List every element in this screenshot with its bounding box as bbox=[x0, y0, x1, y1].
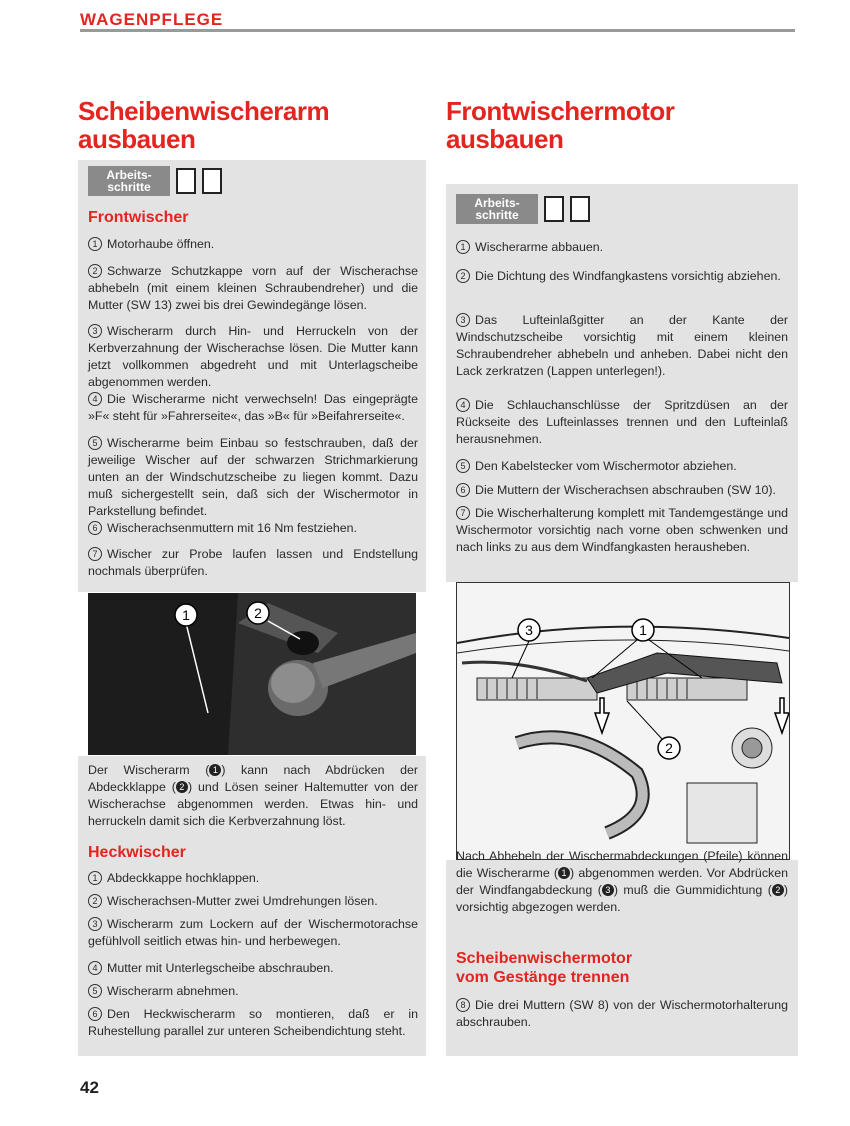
left-badge bbox=[88, 166, 222, 196]
motor-step-6: 6 Die Muttern der Wischerachsen abschrauben (SW 10). bbox=[456, 482, 788, 499]
drawing-label-3: 3 bbox=[525, 622, 533, 638]
drawing-caption: Nach Abhebeln der Wischermabdeckungen (Pfeile) können die Wischerarme ( 1 ) abgenommen werden. Vor Abdrücken der Windfangabdeckung ( 3 ) muß die Gummidichtung ( 2 ) vorsichtig abgezogen werden. bbox=[456, 849, 788, 914]
page-number: 42 bbox=[80, 1078, 99, 1097]
motor-step-3: 3 Das Lufteinlaßgitter an der Kante der Windschutzscheibe vorsichtig mit einem kleinen Schraubendreher abhebeln und anheben. Dabei nicht den Lack zerkratzen (Lappen unterlegen!). bbox=[456, 313, 788, 378]
rear-step-1: 1 Abdeckkappe hochklappen. bbox=[88, 870, 418, 887]
wiper-arm-photo bbox=[88, 593, 416, 755]
left-sub-front: Frontwischer bbox=[88, 209, 189, 226]
step-number: 6 bbox=[88, 1007, 102, 1021]
right-sub-line2: vom Gestänge trennen bbox=[456, 969, 630, 986]
drawing-label-2: 2 bbox=[665, 740, 673, 756]
step-number: 7 bbox=[456, 506, 470, 520]
header-rule bbox=[80, 29, 795, 32]
step-number: 8 bbox=[456, 998, 470, 1012]
step-number: 4 bbox=[88, 392, 102, 406]
front-step-5: 5 Wischerarme beim Einbau so festschrauben, daß der jeweilige Wischer auf der schwarzen Strichmarkierung unten an der Windschutzscheibe zu liegen kommt. Dazu muß sichergestellt sein, daß sich der Wischermotor in Parkstellung befindet. bbox=[88, 436, 418, 518]
left-title-line2: ausbauen bbox=[78, 124, 196, 154]
rear-step-5: 5 Wischerarm abnehmen. bbox=[88, 983, 418, 1000]
wrench-icon bbox=[544, 196, 564, 222]
motor-step-5: 5 Den Kabelstecker vom Wischermotor abziehen. bbox=[456, 458, 788, 475]
step-number: 1 bbox=[88, 871, 102, 885]
caption-badge-3: 3 bbox=[602, 884, 614, 896]
step-number: 3 bbox=[88, 324, 102, 338]
left-title-line1: Scheibenwischerarm bbox=[78, 96, 330, 126]
section-header: WAGENPFLEGE bbox=[80, 10, 224, 29]
right-title bbox=[446, 97, 674, 153]
right-title-line2: ausbauen bbox=[446, 124, 564, 154]
caption-badge-2: 2 bbox=[176, 781, 188, 793]
step-number: 7 bbox=[88, 547, 102, 561]
step-number: 1 bbox=[456, 240, 470, 254]
right-sub-line1: Scheibenwischermotor bbox=[456, 950, 633, 967]
front-step-4: 4 Die Wischerarme nicht verwechseln! Das eingeprägte »F« steht für »Fahrerseite«, das »B« für »Beifahrerseite«. bbox=[88, 392, 418, 423]
step-number: 3 bbox=[456, 313, 470, 327]
step-number: 1 bbox=[88, 237, 102, 251]
photo-label-2: 2 bbox=[254, 605, 262, 621]
right-badge bbox=[456, 194, 590, 224]
right-badge-label: Arbeits-schritte bbox=[456, 194, 538, 224]
photo-label-1: 1 bbox=[182, 607, 190, 623]
front-step-1: 1 Motorhaube öffnen. bbox=[88, 236, 418, 253]
step-number: 2 bbox=[88, 894, 102, 908]
step-number: 3 bbox=[88, 917, 102, 931]
front-step-3: 3 Wischerarm durch Hin- und Herruckeln von der Kerbverzahnung der Wischerachse lösen. Die Mutter kann jetzt vollkommen abgedreht und mit Unterlagscheibe abgenommen werden. bbox=[88, 324, 418, 389]
rear-step-4: 4 Mutter mit Unterlegscheibe abschrauben. bbox=[88, 960, 418, 977]
step-number: 5 bbox=[88, 984, 102, 998]
caption-badge-1: 1 bbox=[558, 867, 570, 879]
motor-step-4: 4 Die Schlauchanschlüsse der Spritzdüsen an der Rückseite des Lufteinlasses trennen und den Lufteinlaß herausnehmen. bbox=[456, 398, 788, 446]
front-step-2: 2 Schwarze Schutzkappe vorn auf der Wischerachse abhebeln (mit einem kleinen Schraubendreher) und die Mutter (SW 13) zwei bis drei Gewindegänge lösen. bbox=[88, 264, 418, 312]
step-number: 4 bbox=[456, 398, 470, 412]
rear-step-3: 3 Wischerarm zum Lockern auf der Wischermotorachse gefühlvoll seitlich etwas hin- und herbewegen. bbox=[88, 917, 418, 948]
right-title-line1: Frontwischermotor bbox=[446, 96, 675, 126]
wrench-icon bbox=[176, 168, 196, 194]
left-title bbox=[78, 97, 329, 153]
front-step-6: 6 Wischerachsenmuttern mit 16 Nm festziehen. bbox=[88, 520, 418, 537]
engine-bay-drawing-svg bbox=[457, 583, 789, 859]
step-number: 5 bbox=[88, 436, 102, 450]
tool-icon bbox=[202, 168, 222, 194]
step-number: 2 bbox=[88, 264, 102, 278]
photo-caption: Der Wischerarm ( 1 ) kann nach Abdrücken der Abdeckklappe ( 2 ) und Lösen seiner Haltemutter von der Wischerachse abgenommen werden. Etwas hin- und herruckeln damit sich die Kerbverzahnung löst. bbox=[88, 763, 418, 828]
step-number: 2 bbox=[456, 269, 470, 283]
step-number: 4 bbox=[88, 961, 102, 975]
step-number: 6 bbox=[456, 483, 470, 497]
rear-step-2: 2 Wischerachsen-Mutter zwei Umdrehungen lösen. bbox=[88, 893, 418, 910]
motor-step-7: 7 Die Wischerhalterung komplett mit Tandemgestänge und Wischermotor vorsichtig nach vorne oben schwenken und nach links zu aus dem Windfangkasten herausheben. bbox=[456, 506, 788, 554]
wiper-arm-photo-svg bbox=[88, 593, 416, 755]
engine-bay-drawing bbox=[456, 582, 790, 860]
caption-badge-1: 1 bbox=[209, 764, 221, 776]
tool-icon bbox=[570, 196, 590, 222]
left-badge-label: Arbeits-schritte bbox=[88, 166, 170, 196]
step-number: 5 bbox=[456, 459, 470, 473]
left-sub-rear: Heckwischer bbox=[88, 844, 186, 861]
motor-step-8: 8 Die drei Muttern (SW 8) von der Wischermotorhalterung abschrauben. bbox=[456, 998, 788, 1029]
motor-step-2: 2 Die Dichtung des Windfangkastens vorsichtig abziehen. bbox=[456, 268, 788, 285]
motor-step-1: 1 Wischerarme abbauen. bbox=[456, 239, 788, 256]
step-number: 6 bbox=[88, 521, 102, 535]
drawing-label-1: 1 bbox=[639, 622, 647, 638]
rear-step-6: 6 Den Heckwischerarm so montieren, daß er in Ruhestellung parallel zur unteren Scheibendichtung steht. bbox=[88, 1007, 418, 1038]
right-sub bbox=[456, 949, 632, 987]
front-step-7: 7 Wischer zur Probe laufen lassen und Endstellung nochmals überprüfen. bbox=[88, 547, 418, 578]
caption-badge-2: 2 bbox=[772, 884, 784, 896]
